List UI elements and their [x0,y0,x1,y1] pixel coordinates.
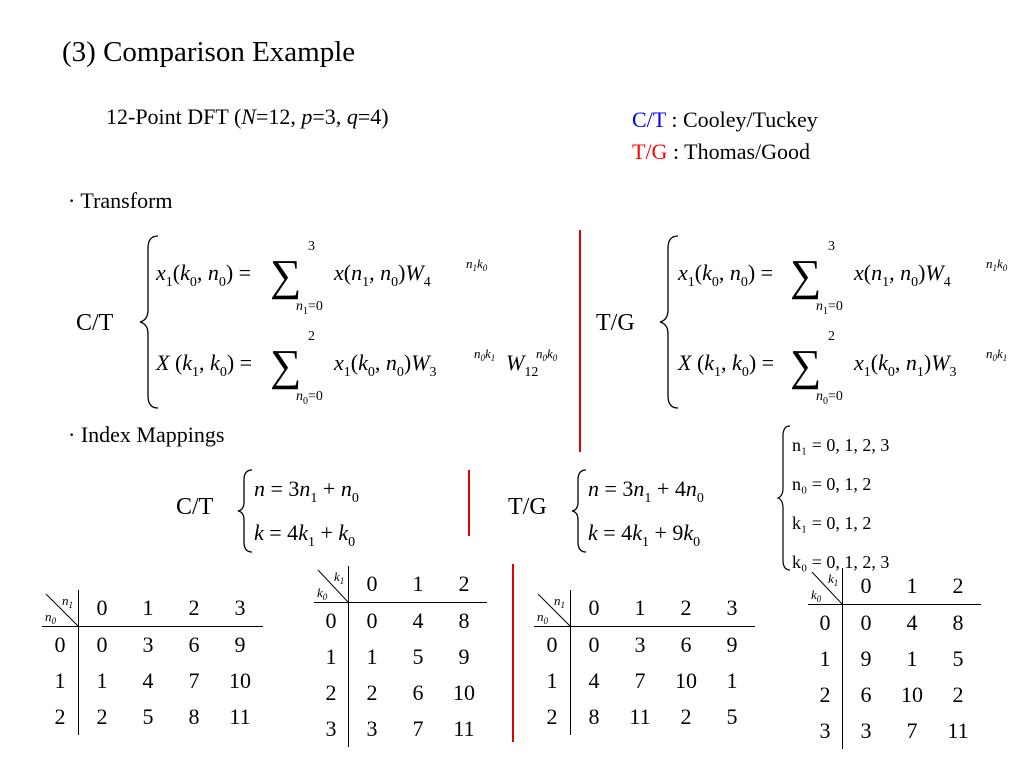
svg-text:2: 2 [828,329,835,344]
col-label: 1 [617,590,663,627]
cell: 10 [229,668,251,693]
tg-transform-brace [660,236,678,408]
cell: 2 [952,682,964,707]
col-label: 0 [571,590,618,627]
ct-mapping-brace [238,470,252,552]
legend [632,104,818,168]
svg-text:∑: ∑ [790,251,822,300]
tg-mapping-brace [572,470,586,552]
row-label: 2 [534,699,571,735]
cell: 11 [629,704,651,729]
cell: 5 [952,646,964,671]
cell: 9 [860,646,872,671]
row-label: 0 [42,627,79,664]
cell: 7 [634,668,646,693]
svg-text:X (k1, k0) =: X ($k_1$, $k_0$) = [678,350,775,380]
cell: 9 [726,632,738,657]
svg-text:n1k0: $n_1k_0$ [986,256,1008,273]
table-header-row [314,566,487,603]
table-row [314,639,487,675]
col-label: 0 [349,566,396,603]
cell: 8 [952,610,964,635]
table-row [314,603,487,640]
subtitle-q-value: =4) [357,104,389,129]
svg-text:n1: $n_1$ [62,593,73,610]
svg-text:∑: ∑ [270,341,302,390]
table-header-row [808,568,981,605]
svg-text:k = 4k1 + k0: $k = 4k_1 + k_0$ [254,520,356,550]
col-label: 2 [171,590,217,627]
svg-text:n = 3n1 + n0: $n = 3n_1 + n_0$ [254,476,359,506]
svg-text:2: 2 [308,329,315,344]
cell: 11 [229,704,251,729]
table-row [808,713,981,749]
svg-text:k1: $k_1$ [334,569,345,586]
subtitle-n-value: =12, [255,104,302,129]
col-label: 1 [395,566,441,603]
col-label: 1 [889,568,935,605]
legend-ct-abbr: C/T [632,107,666,132]
col-label: 0 [79,590,126,627]
cell: 9 [234,632,246,657]
table-row [314,711,487,747]
transform-ct-label: C/T [76,310,114,336]
svg-text:W12: $W_{12}$ [506,350,539,380]
cell: 8 [588,704,600,729]
cell: 0 [366,608,378,633]
cell: 7 [188,668,200,693]
svg-text:∑: ∑ [270,251,302,300]
ranges-brace [778,424,792,572]
row-label: 1 [808,641,843,677]
col-label: 3 [709,590,755,627]
cell: 3 [366,716,378,741]
row-label: 1 [534,663,571,699]
svg-text:n = 3n1 + 4n0: $n = 3n_1 + 4n_0$ [588,476,704,506]
subtitle-p-value: =3, [312,104,347,129]
legend-ct [632,104,818,136]
table-row [808,605,981,642]
col-label: 3 [217,590,263,627]
cell: 0 [96,632,108,657]
svg-text:n0: $n_0$ [537,609,548,626]
cell: 10 [453,680,475,705]
legend-tg-name: : Thomas/Good [667,139,811,164]
row-label: 2 [314,675,349,711]
range-n0: n₀ = 0, 1, 2 [792,474,872,494]
table-row [534,663,755,699]
section-transform: · Transform [68,188,173,213]
table-row [42,627,263,664]
cell: 2 [366,680,378,705]
svg-text:n1=0: $n_1=0$ [816,299,843,317]
table-header-row [42,590,263,627]
table-row [42,699,263,735]
row-label: 3 [808,713,843,749]
subtitle-p: p [301,104,313,129]
cell: 7 [412,716,424,741]
cell: 1 [906,646,918,671]
cell: 8 [188,704,200,729]
table-k-ct [314,566,487,747]
corner-diagonal [808,568,842,604]
col-label: 2 [441,566,487,603]
mapping-divider [468,470,470,536]
table-row [42,663,263,699]
col-label: 1 [125,590,171,627]
svg-text:n0=0: $n_0=0$ [296,389,323,407]
cell: 1 [726,668,738,693]
svg-text:3: 3 [828,239,835,254]
cell: 6 [860,682,872,707]
svg-text:x(n1, n0)W4: $x(n_1$, $n_0)W_4$ [854,260,951,290]
svg-text:n1: $n_1$ [554,593,565,610]
row-label: 2 [42,699,79,735]
table-row [534,627,755,664]
svg-text:x1(k0, n0) =: $x_1(k_0$, $n_0$) = [156,260,252,290]
cell: 1 [366,644,378,669]
svg-text:n1=0: $n_1=0$ [296,299,323,317]
svg-text:x1(k0, n0)W3: $x_1(k_0$, $n_0)W_3$ [334,350,437,380]
dft-subtitle [106,104,389,130]
transform-divider [579,230,581,452]
corner-diagonal [534,590,570,626]
table-row [314,675,487,711]
corner-cell [808,568,843,605]
cell: 9 [458,644,470,669]
cell: 4 [588,668,600,693]
table-row [534,699,755,735]
tg-transform-equations [660,228,1020,418]
mapping-tg-label: T/G [508,494,547,520]
svg-text:k = 4k1 + 9k0: $k = 4k_1 + 9k_0$ [588,520,701,550]
index-ranges [792,426,889,582]
cell: 7 [906,718,918,743]
corner-cell [534,590,571,627]
cell: 6 [412,680,424,705]
cell: 5 [726,704,738,729]
cell: 4 [142,668,154,693]
row-label: 3 [314,711,349,747]
cell: 11 [947,718,969,743]
tg-index-mapping [572,466,752,556]
svg-text:k1: $k_1$ [828,571,839,588]
table-k-tg [808,568,981,749]
cell: 5 [412,644,424,669]
svg-text:x(n1, n0)W4: $x(n_1$, $n_0)W_4$ [334,260,431,290]
range-k0: k₀ = 0, 1, 2, 3 [792,552,890,572]
legend-tg [632,136,818,168]
cell: 3 [860,718,872,743]
col-label: 0 [843,568,890,605]
row-label: 0 [534,627,571,664]
ct-transform-equations [140,228,580,418]
table-row [808,641,981,677]
svg-text:n0: $n_0$ [45,609,56,626]
subtitle-n: N [241,104,256,129]
legend-ct-name: : Cooley/Tuckey [665,107,818,132]
cell: 10 [901,682,923,707]
cell: 6 [680,632,692,657]
table-n-ct [42,590,263,735]
svg-text:3: 3 [308,239,315,254]
cell: 2 [680,704,692,729]
svg-text:n0k1: $n_0k_1$ [474,346,496,363]
cell: 4 [906,610,918,635]
range-n1: n₁ = 0, 1, 2, 3 [792,435,890,455]
cell: 3 [634,632,646,657]
cell: 6 [188,632,200,657]
svg-text:n0k1: $n_0k_1$ [986,346,1008,363]
svg-text:x1(k0, n0) =: $x_1(k_0$, $n_0$) = [678,260,774,290]
table-header-row [534,590,755,627]
row-label: 1 [42,663,79,699]
svg-text:x1(k0, n1)W3: $x_1(k_0$, $n_1)W_3$ [854,350,957,380]
cell: 0 [588,632,600,657]
col-label: 2 [935,568,981,605]
table-n-tg [534,590,755,735]
svg-text:n0k0: $n_0k_0$ [536,346,558,363]
cell: 3 [142,632,154,657]
transform-tg-label: T/G [596,310,635,336]
svg-text:n0=0: $n_0=0$ [816,389,843,407]
corner-diagonal [314,566,348,602]
cell: 0 [860,610,872,635]
legend-tg-abbr: T/G [632,139,668,164]
cell: 5 [142,704,154,729]
cell: 2 [96,704,108,729]
svg-text:X (k1, k0) =: X ($k_1$, $k_0$) = [156,350,253,380]
tables-divider [512,564,514,742]
row-label: 0 [314,603,349,640]
svg-text:k0: $k_0$ [811,587,822,604]
cell: 11 [453,716,475,741]
section-index-mappings: · Index Mappings [68,422,225,447]
cell: 10 [675,668,697,693]
table-row [808,677,981,713]
svg-text:k0: $k_0$ [317,585,328,602]
range-k1: k₁ = 0, 1, 2 [792,513,872,533]
cell: 4 [412,608,424,633]
corner-cell [314,566,349,603]
svg-text:∑: ∑ [790,341,822,390]
page-title: (3) Comparison Example [62,36,356,68]
row-label: 2 [808,677,843,713]
corner-diagonal [42,590,78,626]
row-label: 1 [314,639,349,675]
cell: 1 [96,668,108,693]
col-label: 2 [663,590,709,627]
mapping-ct-label: C/T [176,494,214,520]
subtitle-q: q [346,104,358,129]
cell: 8 [458,608,470,633]
subtitle-prefix: 12-Point DFT ( [106,104,242,129]
row-label: 0 [808,605,843,642]
ct-index-mapping [238,466,408,556]
svg-text:n1k0: $n_1k_0$ [466,256,488,273]
corner-cell [42,590,79,627]
